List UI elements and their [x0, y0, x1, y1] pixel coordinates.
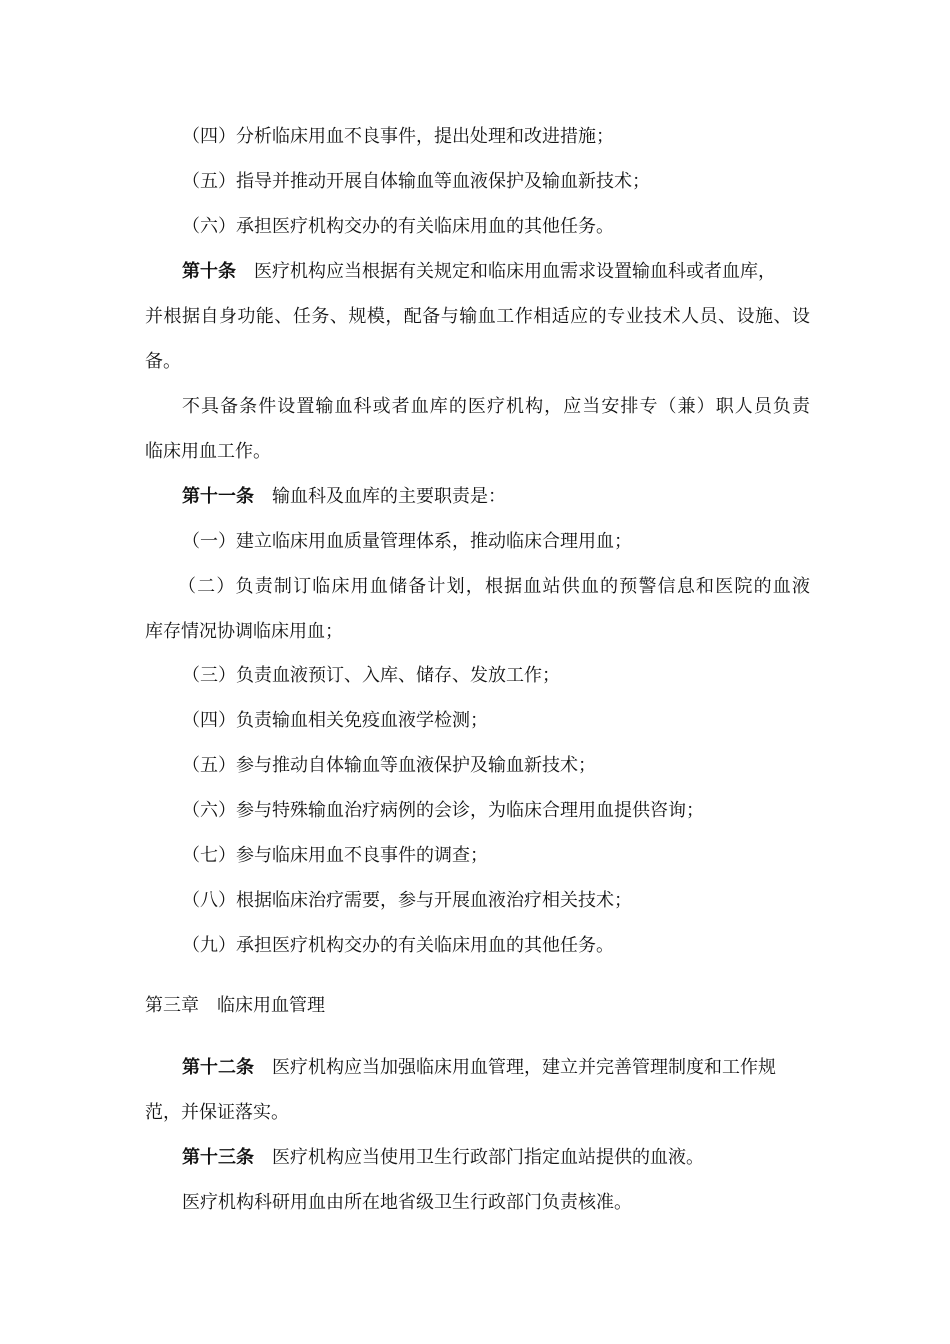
article-11-item-3: （三）负责血液预订、入库、储存、发放工作；	[182, 665, 560, 686]
article-11-item-8: （八）根据临床治疗需要，参与开展血液治疗相关技术；	[182, 890, 632, 911]
clause-4-analyze: （四）分析临床用血不良事件，提出处理和改进措施；	[182, 126, 614, 147]
article-13-para-2: 医疗机构科研用血由所在地省级卫生行政部门负责核准。	[182, 1192, 632, 1213]
article-11-item-9: （九）承担医疗机构交办的有关临床用血的其他任务。	[182, 935, 614, 956]
article-11-text: 输血科及血库的主要职责是：	[272, 486, 506, 507]
article-12-label: 第十二条	[182, 1057, 254, 1078]
article-11-item-2-line-1: （二）负责制订临床用血储备计划，根据血站供血的预警信息和医院的血液	[178, 576, 810, 597]
article-10-line-2: 并根据自身功能、任务、规模，配备与输血工作相适应的专业技术人员、设施、设	[145, 306, 810, 327]
article-10-line-1	[182, 261, 810, 283]
clause-6-other-tasks: （六）承担医疗机构交办的有关临床用血的其他任务。	[182, 216, 614, 237]
chapter-3-number: 第三章	[145, 995, 199, 1016]
article-11-label: 第十一条	[182, 486, 254, 507]
article-10-para-2-line-1: 不具备条件设置输血科或者血库的医疗机构，应当安排专（兼）职人员负责	[182, 396, 810, 417]
clause-5-guide: （五）指导并推动开展自体输血等血液保护及输血新技术；	[182, 171, 650, 192]
article-13-text: 医疗机构应当使用卫生行政部门指定血站提供的血液。	[272, 1147, 704, 1168]
article-10-para-2-line-2: 临床用血工作。	[145, 441, 271, 462]
article-11-item-2-line-2: 库存情况协调临床用血；	[145, 621, 343, 642]
article-10-line-3: 备。	[145, 351, 181, 372]
article-10-label: 第十条	[182, 261, 236, 282]
article-12-line-1	[182, 1057, 810, 1079]
article-12-text: 医疗机构应当加强临床用血管理，建立并完善管理制度和工作规	[272, 1057, 776, 1078]
article-10-text: 医疗机构应当根据有关规定和临床用血需求设置输血科或者血库，	[254, 261, 776, 282]
article-11-item-6: （六）参与特殊输血治疗病例的会诊，为临床合理用血提供咨询；	[182, 800, 704, 821]
article-13-label: 第十三条	[182, 1147, 254, 1168]
article-11-item-1: （一）建立临床用血质量管理体系，推动临床合理用血；	[182, 531, 632, 552]
article-11-heading	[182, 486, 847, 508]
article-13-line-1	[182, 1147, 847, 1169]
article-11-item-5: （五）参与推动自体输血等血液保护及输血新技术；	[182, 755, 596, 776]
article-12-line-2: 范，并保证落实。	[145, 1102, 289, 1123]
chapter-3-title: 临床用血管理	[217, 995, 325, 1016]
chapter-3-heading	[145, 995, 810, 1017]
article-11-item-7: （七）参与临床用血不良事件的调查；	[182, 845, 488, 866]
article-11-item-4: （四）负责输血相关免疫血液学检测；	[182, 710, 488, 731]
